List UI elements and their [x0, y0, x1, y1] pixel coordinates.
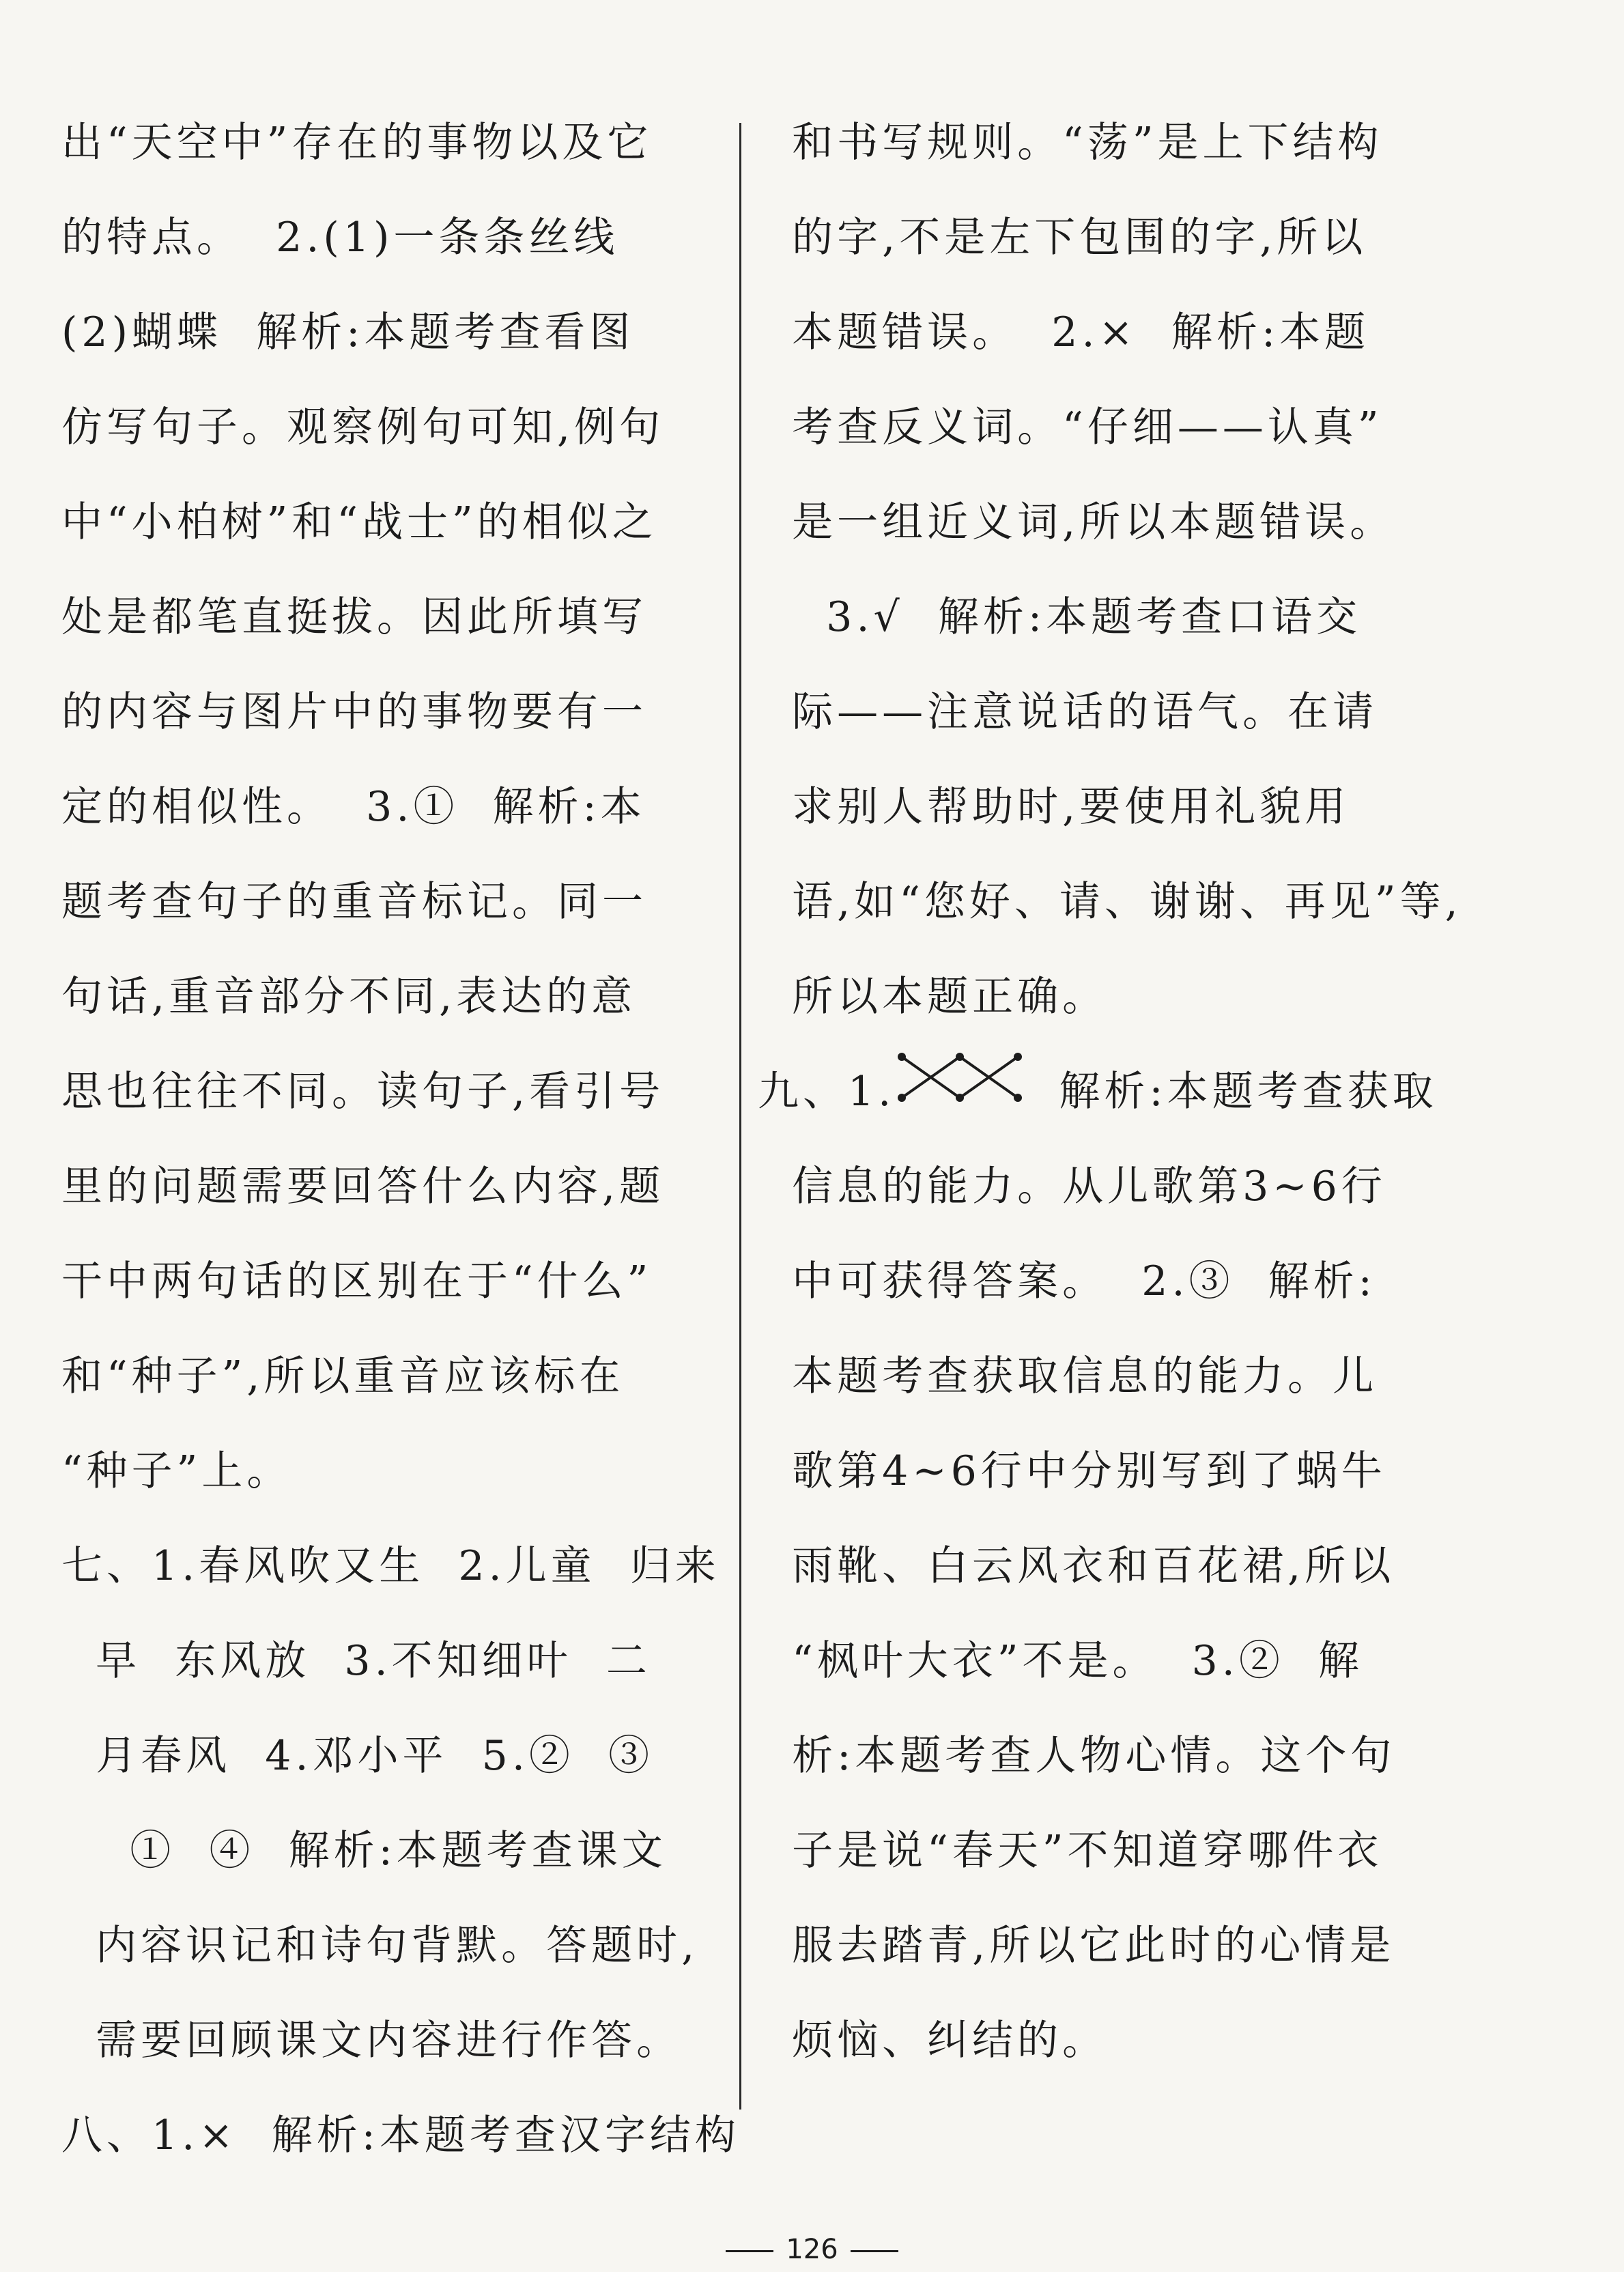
text-line: 服去踏青,所以它此时的心情是	[758, 1922, 1395, 1970]
text-line: 句话,重音部分不同,表达的意	[61, 973, 637, 1021]
text-line: 本题错误。 2.× 解析:本题	[758, 309, 1370, 356]
text-line: 歌第4~6行中分别写到了蜗牛	[758, 1447, 1386, 1495]
text-line: 所以本题正确。	[758, 973, 1108, 1021]
text-line: 考查反义词。“仔细——认真”	[758, 403, 1383, 451]
page-number: 126	[786, 2234, 838, 2265]
text-line: 中可获得答案。 2.③ 解析:	[758, 1258, 1376, 1305]
text-line: 出“天空中”存在的事物以及它	[61, 119, 653, 167]
text-line: 需要回顾课文内容进行作答。	[61, 2017, 682, 2064]
text-line: 定的相似性。 3.① 解析:本	[61, 783, 646, 831]
text-line-q9	[758, 1045, 1440, 1139]
footer-dash-left	[726, 2250, 773, 2252]
text-line: (2)蝴蝶 解析:本题考查看图	[61, 309, 635, 356]
text-line: 是一组近义词,所以本题错误。	[758, 498, 1395, 546]
text-line: 仿写句子。观察例句可知,例句	[61, 403, 665, 451]
text-line: 八、1.× 解析:本题考查汉字结构	[61, 2112, 740, 2159]
text-line: 中“小柏树”和“战士”的相似之	[61, 498, 657, 546]
text-line: 月春风 4.邓小平 5.② ③	[61, 1732, 654, 1780]
text-line: 的特点。 2.(1)一条条丝线	[61, 214, 619, 261]
text-line: 思也往往不同。读句子,看引号	[61, 1068, 665, 1116]
text-line: 析:本题考查人物心情。这个句	[758, 1732, 1396, 1780]
q9-label: 九、1.	[758, 1068, 896, 1116]
text-line: 和“种子”,所以重音应该标在	[61, 1352, 625, 1400]
text-line: 和书写规则。“荡”是上下结构	[758, 119, 1383, 167]
text-line: 里的问题需要回答什么内容,题	[61, 1163, 665, 1210]
text-line: 题考查句子的重音标记。同一	[61, 878, 647, 926]
footer-dash-right	[851, 2250, 898, 2252]
text-line: 内容识记和诗句背默。答题时,	[61, 1922, 699, 1970]
text-line: 的内容与图片中的事物要有一	[61, 688, 647, 736]
text-line: 子是说“春天”不知道穿哪件衣	[758, 1827, 1383, 1875]
text-line: ① ④ 解析:本题考查课文	[61, 1827, 667, 1875]
page-footer	[0, 2232, 1624, 2267]
text-line: 处是都笔直挺拔。因此所填写	[61, 593, 647, 641]
text-line: 早 东风放 3.不知细叶 二	[61, 1637, 651, 1685]
text-line: 雨靴、白云风衣和百花裙,所以	[758, 1542, 1395, 1590]
cross-lines-icon	[895, 1047, 1025, 1142]
text-line: “枫叶大衣”不是。 3.② 解	[758, 1637, 1364, 1685]
text-line: 干中两句话的区别在于“什么”	[61, 1258, 653, 1305]
q9-tail: 解析:本题考查获取	[1025, 1068, 1438, 1116]
text-line: 本题考查获取信息的能力。儿	[758, 1352, 1378, 1400]
text-line: 际——注意说话的语气。在请	[758, 688, 1378, 736]
left-column	[61, 96, 740, 2183]
text-line: “种子”上。	[61, 1447, 292, 1495]
column-divider	[739, 123, 741, 2110]
text-line: 语,如“您好、请、谢谢、再见”等,	[758, 878, 1462, 926]
text-line: 求别人帮助时,要使用礼貌用	[758, 783, 1350, 831]
text-line: 七、1.春风吹又生 2.儿童 归来	[61, 1542, 720, 1590]
right-column	[758, 96, 1462, 2088]
text-line: 烦恼、纠结的。	[758, 2017, 1108, 2064]
text-line: 3.√ 解析:本题考查口语交	[758, 593, 1362, 641]
text-line: 信息的能力。从儿歌第3~6行	[758, 1163, 1386, 1210]
text-line: 的字,不是左下包围的字,所以	[758, 214, 1367, 261]
